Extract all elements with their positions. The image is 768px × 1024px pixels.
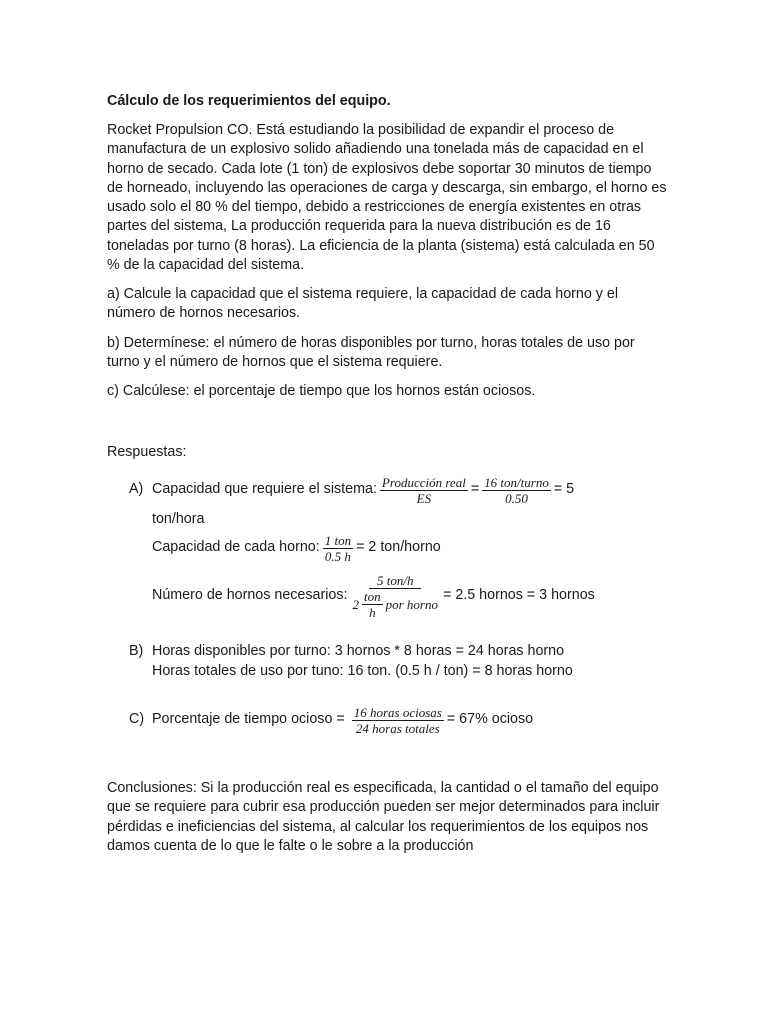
denominator-suffix: por horno (385, 596, 438, 612)
fraction-numerator: 16 ton/turno (484, 474, 549, 490)
fraction-numerator: 5 ton/h (369, 573, 421, 589)
fraction-tons-over-efficiency (482, 475, 551, 506)
oven-count-result: = 2.5 hornos = 3 hornos (443, 587, 595, 604)
system-capacity-unit: ton/hora (152, 511, 205, 528)
document-title: Cálculo de los requerimientos del equipo. (107, 93, 391, 109)
fraction-denominator: 24 horas totales (355, 720, 440, 736)
conclusions-paragraph: Conclusiones: Si la producción real es especificada, la cantidad o el tamaño del equipo que se requiere para cubrir esa producción pueden ser mejor determinados para incluir pérdidas e ineficiencias del sistema, al calcular los requerimientos de los equipos nos damos cuenta de lo que le falte o le sobre a la producción (107, 780, 660, 854)
answers-heading: Respuestas: (107, 444, 187, 460)
problem-statement: Rocket Propulsion CO. Está estudiando la posibilidad de expandir el proceso de manufactura de un explosivo solido añadiendo una tonelada más de capacidad en el horno de secado. Cada lote (1 ton) de explosivos debe soportar 30 minutos de tiempo de horneado, incluyendo las operaciones de carga y descarga, sin embargo, el horno es usado solo el 80 % del tiempo, debido a restricciones de energía existentes en otras partes del sistema, La producción requerida para la nueva distribución es de 16 toneladas por turno (8 horas). La eficiencia de la planta (sistema) está calculada en 50 % de la capacidad del sistema. (107, 122, 667, 274)
fraction-nested-ovens (351, 573, 441, 620)
idle-percentage-label: Porcentaje de tiempo ocioso = (152, 711, 345, 728)
fraction-ton-over-hours (323, 533, 353, 564)
denominator-coefficient: 2 (352, 596, 359, 612)
fraction-numerator: Producción real (381, 474, 466, 490)
answer-b-marker: B) (129, 643, 144, 660)
answer-b-line-2 (152, 662, 573, 682)
fraction-denominator: 0.50 (505, 490, 528, 506)
inner-fraction-ton-per-hour (362, 589, 383, 620)
equals-sign: = (470, 481, 480, 498)
total-use-hours-text: Horas totales de uso por tuno: 16 ton. (0.5 h / ton) = 8 horas horno (152, 663, 573, 680)
inner-fraction-denominator: h (369, 604, 376, 620)
answer-a-line-1 (129, 472, 574, 508)
oven-count-label: Número de hornos necesarios: (152, 587, 348, 604)
available-hours-text: Horas disponibles por turno: 3 hornos * 8 horas = 24 horas horno (152, 643, 565, 660)
idle-percentage-result: = 67% ocioso (446, 711, 534, 728)
oven-capacity-label: Capacidad de cada horno: (152, 539, 320, 556)
inner-fraction-numerator: ton (364, 588, 381, 604)
question-a: a) Calcule la capacidad que el sistema requiere, la capacidad de cada horno y el número de hornos necesarios. (107, 286, 619, 322)
fraction-production-over-efficiency (380, 475, 468, 506)
answer-a-line-3 (152, 566, 595, 626)
answer-a-line-1-continuation (152, 510, 204, 530)
answer-a-marker: A) (129, 481, 144, 498)
answer-c-line (129, 701, 533, 739)
fraction-numerator: 16 horas ociosas (353, 704, 442, 720)
fraction-idle-over-total (352, 705, 444, 736)
fraction-denominator: ES (416, 490, 432, 506)
fraction-numerator: 1 ton (324, 532, 352, 548)
answer-b-line-1 (129, 642, 564, 662)
system-capacity-result: = 5 (553, 481, 575, 498)
system-capacity-label: Capacidad que requiere el sistema: (152, 481, 377, 498)
answer-a-line-2 (152, 530, 441, 566)
answer-c-marker: C) (129, 711, 145, 728)
question-c: c) Calcúlese: el porcentaje de tiempo que los hornos están ociosos. (107, 383, 536, 399)
oven-capacity-result: = 2 ton/horno (356, 539, 441, 556)
question-b: b) Determínese: el número de horas disponibles por turno, horas totales de uso por turno y el número de hornos que el sistema requiere. (107, 335, 635, 371)
fraction-denominator (351, 589, 441, 620)
fraction-denominator: 0.5 h (324, 548, 351, 564)
